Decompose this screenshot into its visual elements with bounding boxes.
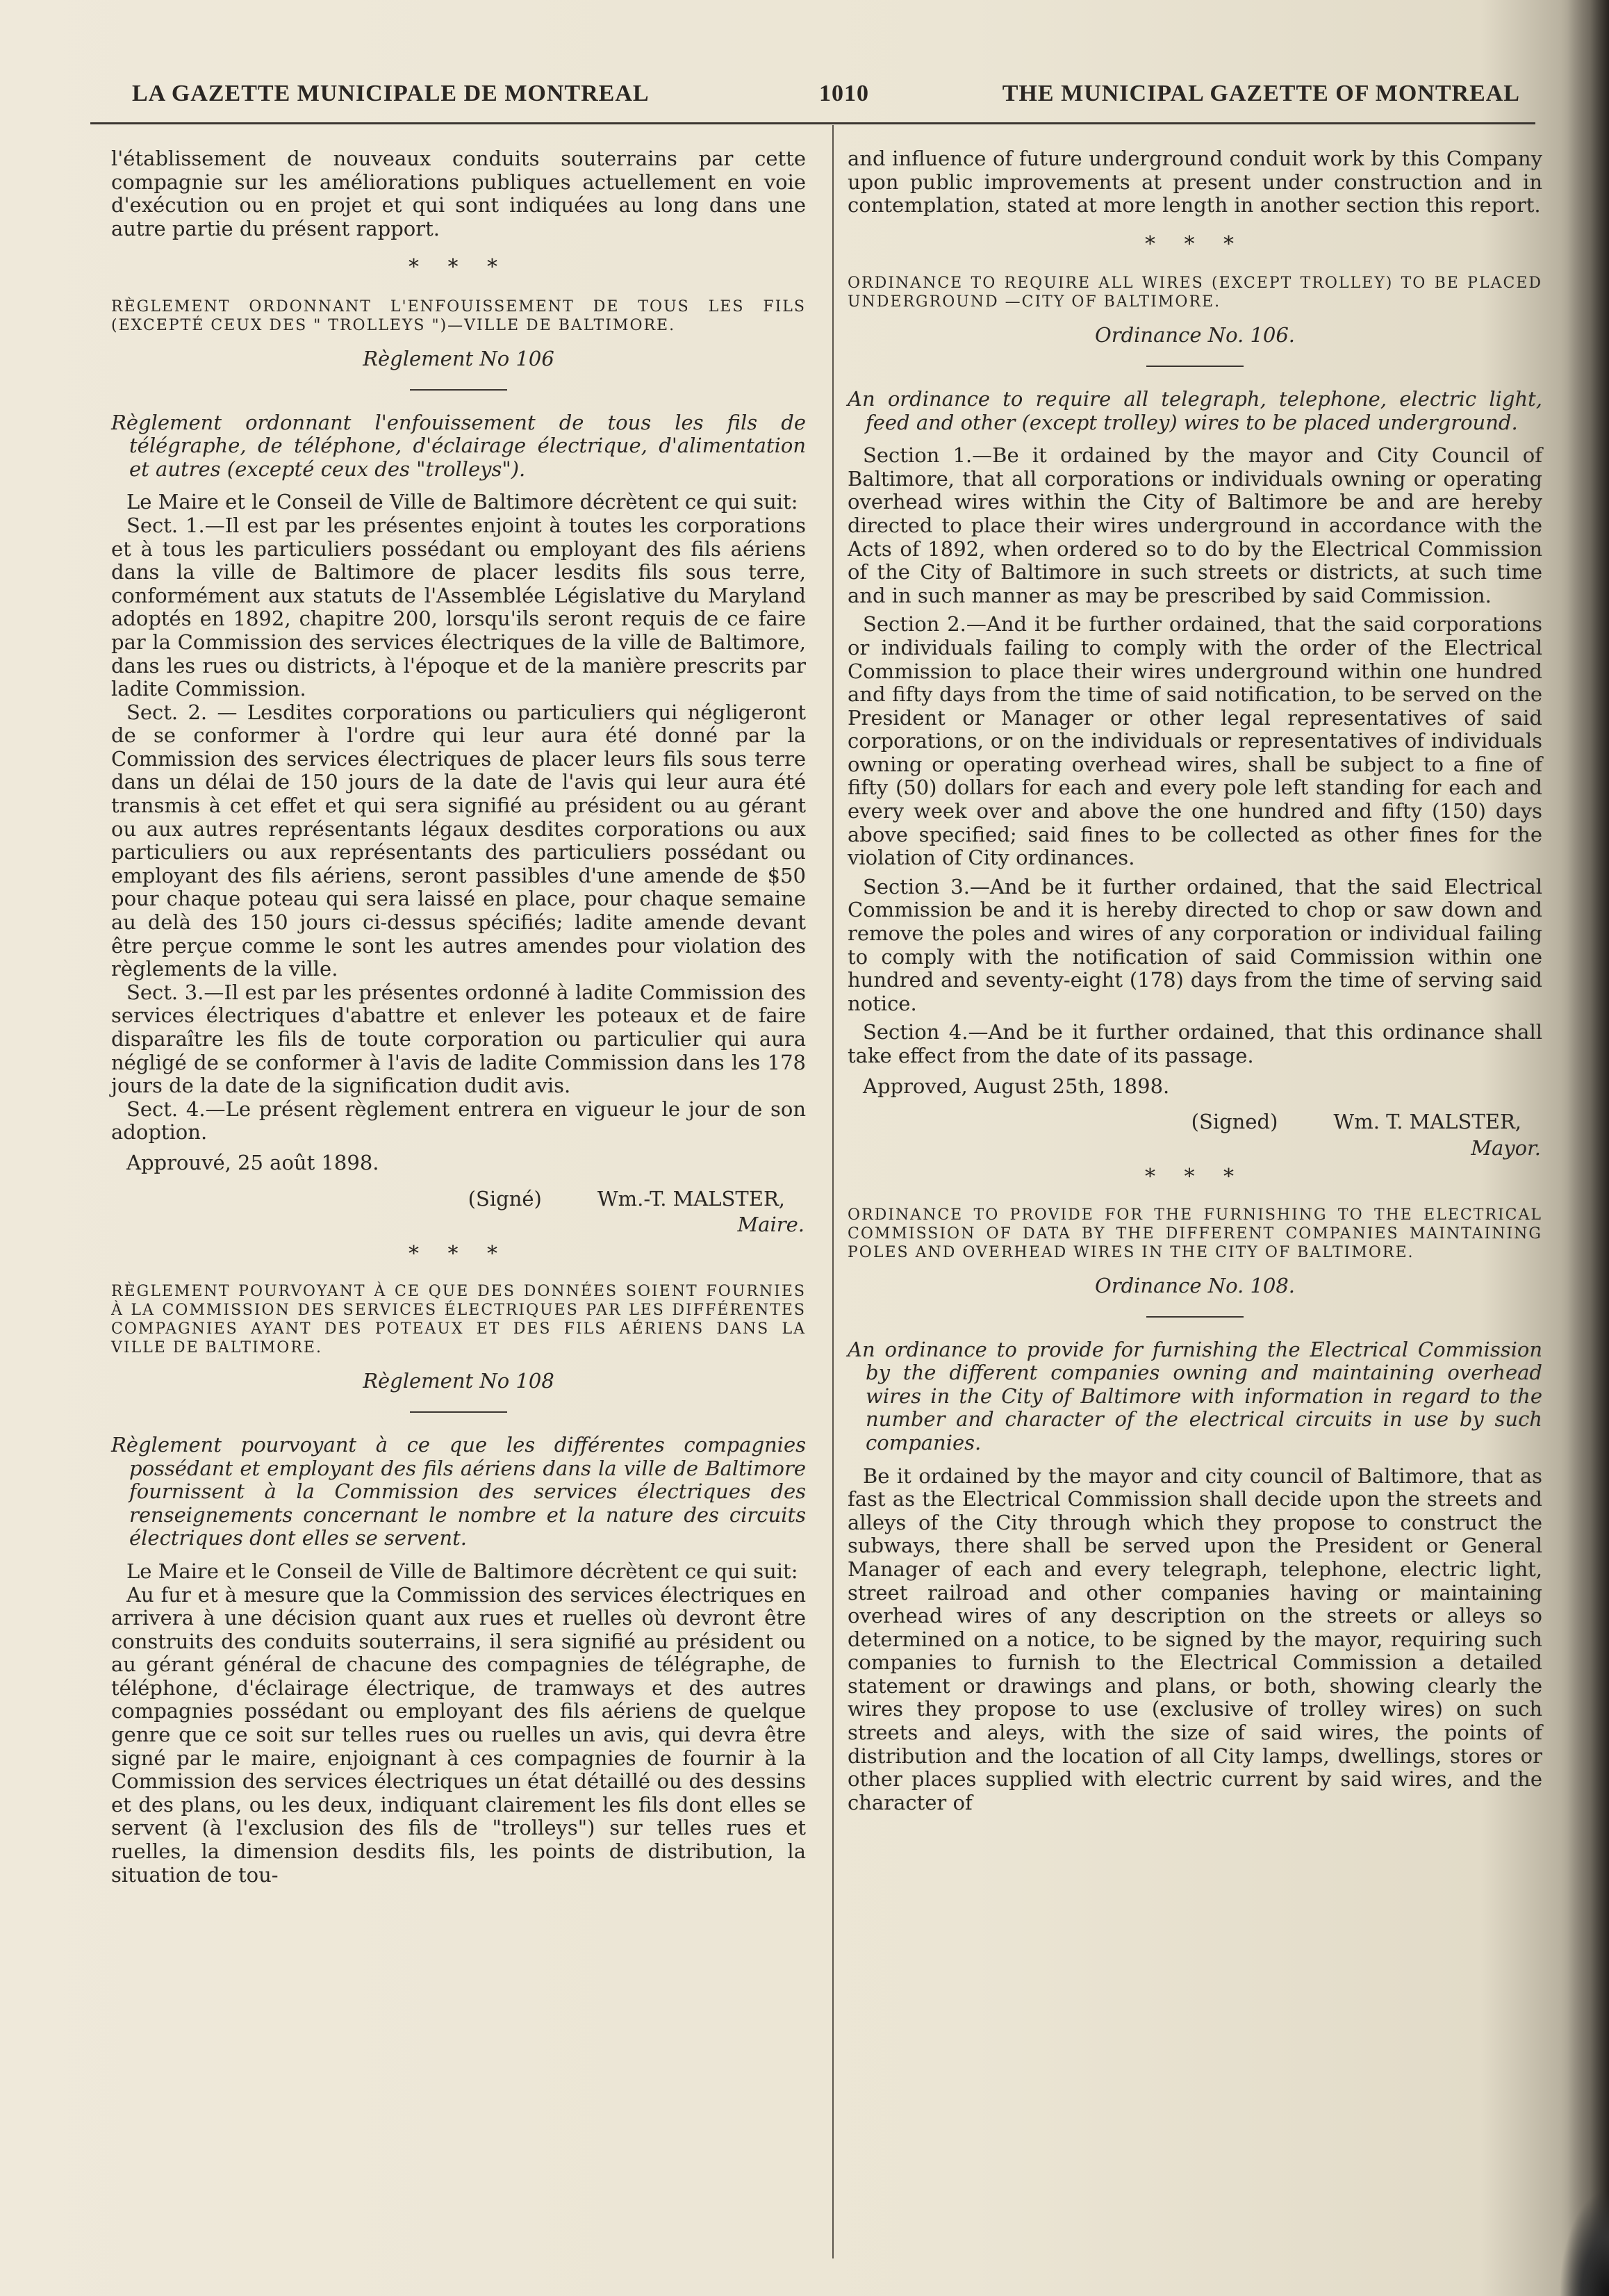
signature-line — [848, 1110, 1521, 1134]
signer-name: Wm.-T. MALSTER, — [597, 1186, 785, 1211]
header-right-title: THE MUNICIPAL GAZETTE OF MONTREAL — [1002, 81, 1520, 106]
section-3: Section 3.—And be it further ordained, that the said Electrical Commission be and it is hereby directed to chop or saw down and remove the poles and wires of any corporation or individual failing to comply with the notification of said Commission within one hundred and seventy-eight (178) days from the time of serving said notice. — [848, 874, 1542, 1015]
ordinance-summary: An ordinance to provide for furnishing the Electrical Commission by the different companies owning and maintaining overhead wires in the City of Baltimore with information in regard to the number and character of the electrical circuits in use by such companies. — [848, 1337, 1542, 1454]
english-column — [848, 147, 1542, 1814]
regulation-number: Règlement No 108 — [363, 1369, 554, 1393]
section-2: Sect. 2. — Lesdites corporations ou particuliers qui négligeront de se conformer à l'ordre qui leur aura été donné par la Commission des services électriques de placer leurs fils sous terre dans un délai de 150 jours de la date de l'avis qui leur aura été transmis à cet effet et qui sera signifié au président ou au gérant ou aux autres représentants légaux desdites corporations ou aux particuliers ou aux représentants des particuliers possédant ou employant des fils aériens, seront passibles d'une amende de $50 pour chaque poteau qui sera laissé en place, pour chaque semaine au delà des 150 jours ci-dessus spécifiés; ladite amende devant être perçue comme le sont les autres amendes pour violation des règlements de la ville. — [111, 700, 806, 981]
ordinance-body: Be it ordained by the mayor and city council of Baltimore, that as fast as the Electrical Commission shall decide upon the streets and alleys of the City through which they propose to construct the subways, there shall be served upon the President or General Manager of each and every telegraph, telephone, electric light, street railroad and other companies having or maintaining overhead wires of any description on the streets or alleys so determined on a notice, to be signed by the mayor, requiring such companies to furnish to the Electrical Commission a detailed statement or drawings and plans, or both, showing clearly the wires they propose to use (exclusive of trolley wires) on such streets and aleys, with the size of said wires, the points of distribution and the location of all City lamps, dwellings, stores or other places supplied with electric current by said wires, and the character of — [848, 1463, 1542, 1814]
header-left-title: LA GAZETTE MUNICIPALE DE MONTREAL — [132, 81, 650, 106]
enacting-clause: Le Maire et le Conseil de Ville de Baltimore décrètent ce qui suit: — [126, 490, 798, 514]
section-title: RÈGLEMENT ORDONNANT L'ENFOUISSEMENT DE TOUS LES FILS (EXCEPTÉ CEUX DES " TROLLEYS ")—VILLE DE BALTIMORE. — [111, 297, 806, 334]
section-3: Sect. 3.—Il est par les présentes ordonné à ladite Commission des services électriques d'abattre et enlever les poteaux et de faire disparaître les fils de toute corporation ou particulier qui aura négligé de se conformer à l'avis de ladite Commission dans les 178 jours de la date de la signification dudit avis. — [111, 980, 806, 1098]
regulation-summary: Règlement pourvoyant à ce que les différentes compagnies possédant et employant des fils aériens dans la ville de Baltimore fournissent à la Commission des services électriques des renseignements concernant le nombre et la nature des circuits électriques dont elles se servent. — [111, 1432, 806, 1550]
section-separator: * * * — [1144, 231, 1246, 256]
section-4: Section 4.—And be it further ordained, that this ordinance shall take effect from the date of its passage. — [848, 1020, 1542, 1067]
ordinance-summary: An ordinance to require all telegraph, telephone, electric light, feed and other (except trolley) wires to be placed underground. — [848, 386, 1542, 434]
signed-label: (Signed) — [1191, 1110, 1278, 1134]
section-separator: * * * — [408, 1241, 509, 1266]
page-header — [132, 81, 1520, 115]
intro-paragraph: and influence of future underground conduit work by this Company upon public improvements at present under construction and in contemplation, stated at more length in another section this report. — [848, 147, 1542, 218]
regulation-summary: Règlement ordonnant l'enfouissement de tous les fils de télégraphe, de téléphone, d'éclairage électrique, d'alimentation et autres (excepté ceux des "trolleys"). — [111, 410, 806, 481]
short-rule — [410, 389, 507, 391]
signer-name: Wm. T. MALSTER, — [1333, 1110, 1521, 1134]
page-number: 1010 — [819, 81, 869, 106]
short-rule — [410, 1411, 507, 1413]
signed-label: (Signé) — [468, 1186, 542, 1211]
section-4: Sect. 4.—Le présent règlement entrera en vigueur le jour de son adoption. — [111, 1097, 806, 1145]
section-1: Section 1.—Be it ordained by the mayor and City Council of Baltimore, that all corporations or individuals owning or operating overhead wires within the City of Baltimore be and are hereby directed to place their wires underground in accordance with the Acts of 1892, when ordered so to do by the Electrical Commission of the City of Baltimore in such streets or districts, at such time and in such manner as may be prescribed by said Commission. — [848, 443, 1542, 607]
signature-line — [111, 1188, 785, 1211]
column-divider — [832, 125, 834, 2258]
section-separator: * * * — [1144, 1165, 1246, 1190]
section-2: Section 2.—And it be further ordained, that the said corporations or individuals failing to comply with the order of the Electrical Commission to place their wires underground within one hundred and fifty days from the time of said notification, to be served on the President or Manager or other legal representatives of said corporations, or on the individuals or representatives of individuals owning or operating overhead wires, shall be subject to a fine of fifty (50) dollars for each and every pole left standing for each and every week over and above the one hundred and fifty (150) days above specified; said fines to be collected as other fines for the violation of City ordinances. — [848, 612, 1542, 870]
intro-paragraph: l'établissement de nouveaux conduits souterrains par cette compagnie sur les améliorations publiques actuellement en voie d'exécution ou en projet et qui sont indiquées au long dans une autre partie du présent rapport. — [111, 147, 806, 240]
signer-role: Maire. — [737, 1213, 804, 1237]
regulation-number: Règlement No 106 — [363, 346, 554, 370]
section-title: ORDINANCE TO PROVIDE FOR THE FURNISHING TO THE ELECTRICAL COMMISSION OF DATA BY THE DIFFERENT COMPANIES MAINTAINING POLES AND OVERHEAD WIRES IN THE CITY OF BALTIMORE. — [848, 1206, 1542, 1261]
section-separator: * * * — [408, 255, 509, 280]
section-title: RÈGLEMENT POURVOYANT À CE QUE DES DONNÉES SOIENT FOURNIES À LA COMMISSION DES SERVICES ÉLECTRIQUES PAR LES DIFFÉRENTES COMPAGNIES AYANT DES POTEAUX ET DES FILS AÉRIENS DANS LA VILLE DE BALTIMORE. — [111, 1283, 806, 1357]
french-column — [111, 147, 806, 1887]
approval-date: Approuvé, 25 août 1898. — [126, 1150, 379, 1174]
regulation-body: Au fur et à mesure que la Commission des services électriques en arrivera à une décision quant aux rues et ruelles où devront être construits des conduits souterrains, il sera signifié au président ou au gérant général de chacune des compagnies de télégraphe, de téléphone, d'éclairage électrique, de tramways et des autres compagnies possédant ou employant des fils aériens de quelque genre que ce soit sur telles rues ou ruelles un avis, qui devra être signé par le maire, enjoignant à ces compagnies de fournir à la Commission des services électriques un état détaillé ou des dessins et des plans, ou les deux, indiquant clairement les fils dont elles se servent (à l'exclusion des fils de "trolleys") sur telles rues et ruelles, la dimension desdits fils, les points de distribution, la situation de tou- — [111, 1582, 806, 1887]
page-corner-shadow — [1560, 2192, 1609, 2296]
ordinance-number: Ordinance No. 108. — [1094, 1273, 1296, 1297]
short-rule — [1146, 1316, 1244, 1318]
header-rule — [90, 122, 1535, 124]
section-1: Sect. 1.—Il est par les présentes enjoint à toutes les corporations et à tous les particuliers possédant ou employant des fils aériens dans la ville de Baltimore de placer lesdits fils sous terre, conformément aux statuts de l'Assemblée Législative du Maryland adoptés en 1892, chapitre 200, lorsqu'ils seront requis de ce faire par la Commission des services électriques de la ville de Baltimore, dans les rues ou districts, à l'époque et de la manière prescrits par ladite Commission. — [111, 513, 806, 701]
signer-role: Mayor. — [1471, 1135, 1541, 1160]
enacting-clause: Le Maire et le Conseil de Ville de Baltimore décrètent ce qui suit: — [126, 1559, 798, 1583]
ordinance-number: Ordinance No. 106. — [1094, 323, 1296, 347]
page-shadow-edge — [1567, 0, 1609, 2296]
short-rule — [1146, 366, 1244, 367]
approval-date: Approved, August 25th, 1898. — [863, 1074, 1170, 1098]
section-title: ORDINANCE TO REQUIRE ALL WIRES (EXCEPT TROLLEY) TO BE PLACED UNDERGROUND —CITY OF BALTIMORE. — [848, 274, 1542, 311]
